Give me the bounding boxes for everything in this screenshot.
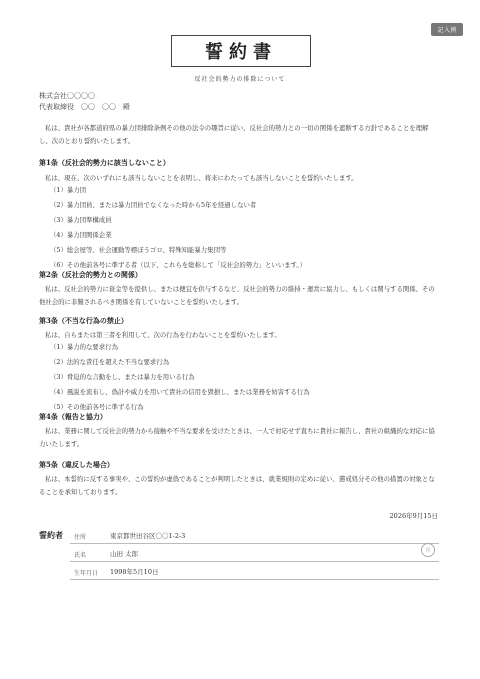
article-1-body: 私は、現在、次のいずれにも該当しないことを表明し、将来にわたっても該当しないことを誓約いたします。 [45,174,358,182]
article-5-heading: 第5条（違反した場合） [39,460,114,469]
pledger-label: 誓約者 [39,530,63,540]
list-item: （1）暴力的な要求行為 [50,343,118,351]
list-item: （2）法的な責任を超えた不当な要求行為 [50,358,170,366]
intro-paragraph: 私は、貴社が各都道府県の暴力団排除条例その他の法令の趣旨に従い、反社会的勢力との一切の関係を遮断する方針であることを理解し、次のとおり誓約いたします。 [39,124,429,145]
name-label: 氏名 [74,552,87,559]
article-1-heading: 第1条（反社会的勢力に該当しないこと） [39,158,170,167]
sample-badge: 記入例 [431,23,463,36]
divider [70,561,439,562]
address-label: 住所 [74,534,87,541]
list-item: （4）暴力団関係企業 [50,231,112,239]
list-item: （1）暴力団 [50,186,87,194]
birth-label: 生年月日 [74,570,99,577]
article-4-heading: 第4条（報告と協力） [39,412,107,421]
article-3-list [50,340,310,415]
article-2-body: 私は、反社会的勢力に資金等を提供し、または便宜を供与するなど、反社会的勢力の維持・運営に協力し、もしくは関与する関係、その他社会的に非難されるべき関係を有していないことを誓約いたします。 [39,285,435,306]
list-item: （3）暴力団準構成員 [50,216,112,224]
list-item: （3）脅迫的な言動をし、または暴力を用いる行為 [50,373,195,381]
list-item: （5）総会屋等、社会運動等標ぼうゴロ、特殊知能暴力集団等 [50,246,227,254]
seal-mark: 印 [421,543,435,557]
document-subtitle: 反社会的勢力の排除について [194,76,286,83]
address-value: 東京都世田谷区〇〇1-2-3 [110,532,186,540]
divider [70,543,439,544]
title-box [171,35,311,67]
name-value: 山田 太郎 [110,550,139,558]
article-2-heading: 第2条（反社会的勢力との関係） [39,270,142,279]
article-4-body: 私は、業務に関して反社会的勢力から接触や不当な要求を受けたときは、一人で対応せず直ちに貴社に報告し、貴社の組織的な対応に協力いたします。 [39,427,435,448]
list-item: （4）風説を流布し、偽計や威力を用いて貴社の信用を毀損し、または業務を妨害する行為 [50,388,310,396]
divider [70,579,439,580]
pledge-date: 2026年9月15日 [389,512,438,520]
addressee-representative: 代表取締役 〇〇 〇〇 殿 [39,103,130,111]
article-5-body: 私は、本誓約に反する事実や、この誓約が虚偽であることが判明したときは、就業規則の定めに従い、懲戒処分その他の措置の対象となることを承知しております。 [39,475,435,496]
birth-value: 1998年5月10日 [110,568,159,576]
article-1-list [50,183,306,273]
list-item: （5）その他前各号に準ずる行為 [50,403,144,411]
list-item: （2）暴力団員、または暴力団員でなくなった時から5年を経過しない者 [50,201,257,209]
article-3-heading: 第3条（不当な行為の禁止） [39,316,128,325]
document-title: 誓約書 [205,42,277,63]
list-item: （6）その他前各号に準ずる者（以下、これらを総称して「反社会的勢力」といいます。） [50,261,306,269]
addressee-company: 株式会社〇〇〇〇 [39,92,95,100]
article-3-body: 私は、自らまたは第三者を利用して、次の行為を行わないことを誓約いたします。 [45,331,281,339]
